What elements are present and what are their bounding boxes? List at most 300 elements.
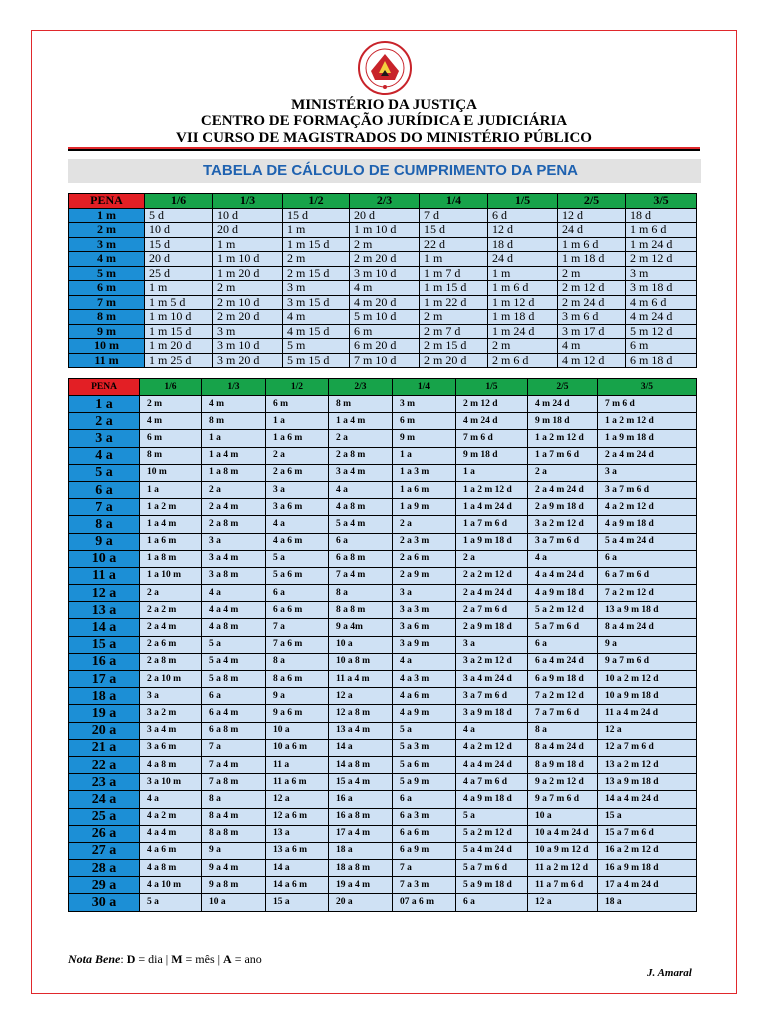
row-label: 3 a [69,430,140,447]
table-cell: 5 a 9 m [393,774,456,791]
row-label: 30 a [69,894,140,911]
table-row [69,533,697,550]
table-cell: 3 a 7 m 6 d [598,481,697,498]
row-label: 18 a [69,688,140,705]
table-cell: 1 m [488,266,558,281]
table-cell: 6 a [393,791,456,808]
table-cell: 7 a 2 m 12 d [528,688,598,705]
table-row [69,653,697,670]
table-cell: 4 a 6 m [140,842,202,859]
row-label: 22 a [69,756,140,773]
table-cell: 7 m 6 d [456,430,528,447]
table-cell: 1 a [202,430,266,447]
table-cell: 6 a [266,585,329,602]
table-cell: 4 a [456,722,528,739]
table-cell: 4 a 4 m [202,602,266,619]
header-fraction: 1/4 [393,379,456,396]
table-cell: 2 a 4 m 24 d [598,447,697,464]
table-cell: 3 a 7 m 6 d [456,688,528,705]
table-row [69,281,697,296]
table-cell: 4 m 20 d [350,295,420,310]
table-cell: 20 d [350,208,420,223]
table-cell: 7 m 10 d [350,353,420,368]
table-cell: 15 d [283,208,350,223]
table-cell: 3 m 17 d [558,324,626,339]
table-row [69,808,697,825]
table-cell: 1 m 15 d [420,281,488,296]
table-cell: 9 m 18 d [528,413,598,430]
table-cell: 18 a [598,894,697,911]
table-cell: 5 m 15 d [283,353,350,368]
header-fraction: 1/4 [420,194,488,209]
table-cell: 1 m 18 d [488,310,558,325]
years-table [68,378,697,912]
table-cell: 20 d [145,252,213,267]
header-fraction: 3/5 [598,379,697,396]
table-cell: 3 m [626,266,697,281]
table-cell: 6 m 18 d [626,353,697,368]
table-cell: 1 a 4 m [329,413,393,430]
table-cell: 8 a 4 m 24 d [598,619,697,636]
table-row [69,447,697,464]
table-row [69,550,697,567]
table-cell: 25 d [145,266,213,281]
table-row [69,396,697,413]
header-fraction: 1/3 [213,194,283,209]
table-cell: 6 m [626,339,697,354]
table-cell: 1 a 2 m 12 d [456,481,528,498]
table-cell: 7 a 8 m [202,774,266,791]
table-cell: 13 a 9 m 18 d [598,774,697,791]
table-cell: 3 a 4 m [329,464,393,481]
table-row [69,671,697,688]
row-label: 7 a [69,499,140,516]
table-cell: 4 a 4 m 24 d [456,756,528,773]
row-label: 15 a [69,636,140,653]
table-cell: 16 a 9 m 18 d [598,860,697,877]
table-row [69,636,697,653]
table-cell: 8 a 8 m [202,825,266,842]
table-cell: 3 m [283,281,350,296]
table-cell: 18 d [488,237,558,252]
table-cell: 6 a 4 m 24 d [528,653,598,670]
table-cell: 6 m [266,396,329,413]
table-row [69,339,697,354]
table-cell: 5 a [140,894,202,911]
table-row [69,310,697,325]
table-cell: 1 m [283,223,350,238]
table-cell: 18 d [626,208,697,223]
table-cell: 6 m [140,430,202,447]
table-cell: 7 a 6 m [266,636,329,653]
table-cell: 2 m [350,237,420,252]
table-row [69,499,697,516]
table-cell: 2 m 12 d [456,396,528,413]
row-label: 1 a [69,396,140,413]
table-cell: 4 m 15 d [283,324,350,339]
row-label: 16 a [69,653,140,670]
table-cell: 1 m 10 d [145,310,213,325]
table-cell: 6 a 8 m [329,550,393,567]
table-cell: 4 m 24 d [456,413,528,430]
months-table [68,193,697,368]
table-cell: 4 a 9 m 18 d [528,585,598,602]
table-cell: 07 a 6 m [393,894,456,911]
table-cell: 2 m [283,252,350,267]
table-cell: 2 a 8 m [202,516,266,533]
table-cell: 1 a 4 m [140,516,202,533]
table-cell: 13 a 4 m [329,722,393,739]
table-cell: 4 a [528,550,598,567]
row-label: 23 a [69,774,140,791]
table-cell: 17 a 4 m 24 d [598,877,697,894]
table-row [69,619,697,636]
table-cell: 5 a 7 m 6 d [456,860,528,877]
table-cell: 1 a [140,481,202,498]
row-label: 1 m [69,208,145,223]
table-cell: 3 a 8 m [202,567,266,584]
header-fraction: 3/5 [626,194,697,209]
table-cell: 1 a 6 m [140,533,202,550]
table-cell: 13 a 6 m [266,842,329,859]
table-cell: 1 a 7 m 6 d [456,516,528,533]
table-row [69,208,697,223]
table-cell: 7 a 4 m [202,756,266,773]
table-cell: 4 m [558,339,626,354]
table-cell: 10 a [202,894,266,911]
table-cell: 6 a [456,894,528,911]
table-cell: 9 a 7 m 6 d [598,653,697,670]
row-label: 17 a [69,671,140,688]
table-cell: 5 a 2 m 12 d [528,602,598,619]
table-cell: 4 m 12 d [558,353,626,368]
table-cell: 6 a 9 m 18 d [528,671,598,688]
table-cell: 4 a 3 m [393,671,456,688]
table-cell: 14 a 8 m [329,756,393,773]
table-cell: 1 m 10 d [213,252,283,267]
row-label: 13 a [69,602,140,619]
row-label: 28 a [69,860,140,877]
table-cell: 3 a 4 m [202,550,266,567]
table-row [69,413,697,430]
table-cell: 1 a 9 m [393,499,456,516]
table-cell: 5 d [145,208,213,223]
table-cell: 11 a 4 m 24 d [598,705,697,722]
table-cell: 6 a 6 m [393,825,456,842]
d-value: = dia | [135,952,172,966]
table-cell: 3 m 15 d [283,295,350,310]
header-fraction: 1/5 [456,379,528,396]
table-cell: 8 a 8 m [329,602,393,619]
table-cell: 8 m [202,413,266,430]
table-cell: 16 a 8 m [329,808,393,825]
table-cell: 1 m 24 d [626,237,697,252]
center-heading: CENTRO DE FORMAÇÃO JURÍDICA E JUDICIÁRIA [200,113,568,129]
table-row [69,860,697,877]
table-cell: 7 a 3 m [393,877,456,894]
table-cell: 8 m [140,447,202,464]
table-cell: 4 m [202,396,266,413]
table-cell: 9 m 18 d [456,447,528,464]
table-cell: 3 m [213,324,283,339]
table-cell: 1 m 10 d [350,223,420,238]
table-cell: 15 a [266,894,329,911]
table-cell: 6 d [488,208,558,223]
table-cell: 2 a 6 m [266,464,329,481]
table-cell: 1 a 8 m [202,464,266,481]
table-cell: 2 a 8 m [140,653,202,670]
table-cell: 1 m 22 d [420,295,488,310]
table-cell: 2 m [488,339,558,354]
table-cell: 6 a [528,636,598,653]
header-pena: PENA [69,194,145,209]
table-row [69,602,697,619]
table-cell: 1 m 12 d [488,295,558,310]
table-cell: 15 d [420,223,488,238]
table-cell: 2 a 4 m [202,499,266,516]
table-cell: 1 m 15 d [283,237,350,252]
table-cell: 5 a 9 m 18 d [456,877,528,894]
table-row [69,252,697,267]
table-cell: 9 a 7 m 6 d [528,791,598,808]
table-cell: 8 a 4 m 24 d [528,739,598,756]
table-cell: 15 a [598,808,697,825]
table-cell: 12 a 7 m 6 d [598,739,697,756]
table-cell: 3 a 6 m [393,619,456,636]
table-cell: 16 a 2 m 12 d [598,842,697,859]
table-cell: 2 a 4 m 24 d [528,481,598,498]
table-cell: 10 d [145,223,213,238]
table-cell: 2 a [202,481,266,498]
table-cell: 2 a 8 m [329,447,393,464]
table-cell: 10 d [213,208,283,223]
table-cell: 3 m 18 d [626,281,697,296]
table-cell: 2 a 9 m 18 d [456,619,528,636]
table-row [69,791,697,808]
table-cell: 1 a [393,447,456,464]
row-label: 3 m [69,237,145,252]
table-cell: 24 d [488,252,558,267]
table-cell: 4 a 2 m 12 d [456,739,528,756]
table-row [69,516,697,533]
table-cell: 8 a 4 m [202,808,266,825]
table-cell: 4 a 4 m [140,825,202,842]
table-cell: 1 a [456,464,528,481]
table-cell: 9 m [393,430,456,447]
table-cell: 1 a 2 m 12 d [528,430,598,447]
table-cell: 19 a 4 m [329,877,393,894]
table-cell: 11 a 7 m 6 d [528,877,598,894]
table-cell: 2 a 4 m 24 d [456,585,528,602]
table-row [69,266,697,281]
table-cell: 9 a [266,688,329,705]
table-cell: 4 a 2 m 12 d [598,499,697,516]
row-label: 6 m [69,281,145,296]
table-cell: 4 a 8 m [329,499,393,516]
table-cell: 2 m 7 d [420,324,488,339]
table-cell: 9 a [202,842,266,859]
table-cell: 4 m 24 d [626,310,697,325]
table-cell: 10 a 9 m 12 d [528,842,598,859]
table-cell: 12 a [266,791,329,808]
table-cell: 2 a [456,550,528,567]
table-cell: 12 a [598,722,697,739]
table-cell: 1 m 18 d [558,252,626,267]
table-cell: 6 a 6 m [266,602,329,619]
ministry-heading: MINISTÉRIO DA JUSTIÇA [291,97,477,113]
table-cell: 1 a 3 m [393,464,456,481]
table-cell: 1 a 9 m 18 d [456,533,528,550]
table-cell: 5 a 4 m [329,516,393,533]
table-cell: 15 a 7 m 6 d [598,825,697,842]
table-cell: 7 a [266,619,329,636]
table-cell: 6 a 7 m 6 d [598,567,697,584]
row-label: 19 a [69,705,140,722]
table-cell: 3 m 10 d [213,339,283,354]
table-cell: 13 a 9 m 18 d [598,602,697,619]
table-cell: 4 a [140,791,202,808]
table-cell: 1 a 7 m 6 d [528,447,598,464]
table-cell: 2 a 10 m [140,671,202,688]
table-row [69,585,697,602]
table-cell: 1 m [145,281,213,296]
table-cell: 1 a 4 m 24 d [456,499,528,516]
header-fraction: 1/2 [266,379,329,396]
table-cell: 2 m 12 d [626,252,697,267]
table-cell: 18 a [329,842,393,859]
table-row [69,295,697,310]
table-cell: 13 a [266,825,329,842]
table-cell: 1 a 2 m [140,499,202,516]
table-row [69,756,697,773]
note-colon: : [120,952,127,966]
header-fraction: 1/6 [140,379,202,396]
table-cell: 4 a 6 m [393,688,456,705]
table-cell: 6 m [350,324,420,339]
note-label: Nota Bene [68,952,121,966]
table-cell: 12 a [329,688,393,705]
header-fraction: 1/6 [145,194,213,209]
table-cell: 5 a 6 m [266,567,329,584]
table-row [69,688,697,705]
table-cell: 1 m 15 d [145,324,213,339]
table-row [69,223,697,238]
table-cell: 1 a 6 m [266,430,329,447]
table-cell: 2 a 2 m [140,602,202,619]
table-cell: 3 a 7 m 6 d [528,533,598,550]
table-row [69,705,697,722]
table-cell: 2 a 6 m [140,636,202,653]
table-row [69,237,697,252]
table-cell: 7 a 4 m [329,567,393,584]
table-cell: 3 m 6 d [558,310,626,325]
a-key: A [223,952,232,966]
table-cell: 22 d [420,237,488,252]
table-cell: 6 a 8 m [202,722,266,739]
table-cell: 20 d [213,223,283,238]
table-cell: 20 a [329,894,393,911]
table-row [69,353,697,368]
course-heading: VII CURSO DE MAGISTRADOS DO MINISTÉRIO PÚBLICO [176,130,592,146]
table-cell: 7 a 2 m 12 d [598,585,697,602]
table-cell: 4 m [140,413,202,430]
table-cell: 2 m 15 d [420,339,488,354]
table-cell: 4 m 24 d [528,396,598,413]
table-cell: 8 a [202,791,266,808]
table-cell: 7 d [420,208,488,223]
table-row [69,739,697,756]
table-cell: 5 a 4 m [202,653,266,670]
table-cell: 1 m 6 d [488,281,558,296]
table-cell: 9 a 4 m [202,860,266,877]
table-cell: 14 a [266,860,329,877]
header-fraction: 2/5 [528,379,598,396]
table-cell: 6 m [393,413,456,430]
table-cell: 2 a 9 m [393,567,456,584]
table-cell: 6 a 9 m [393,842,456,859]
table-cell: 3 a 9 m 18 d [456,705,528,722]
table-cell: 12 a [528,894,598,911]
coat-of-arms-seal-icon [357,40,413,96]
table-cell: 3 a 3 m [393,602,456,619]
table-cell: 3 a 2 m 12 d [456,653,528,670]
table-cell: 4 a 9 m 18 d [456,791,528,808]
table-cell: 12 a 8 m [329,705,393,722]
table-cell: 3 a [456,636,528,653]
row-label: 26 a [69,825,140,842]
table-cell: 4 m [350,281,420,296]
table-cell: 8 m [329,396,393,413]
table-cell: 3 a 6 m [266,499,329,516]
table-cell: 4 a [393,653,456,670]
table-cell: 2 a [140,585,202,602]
table-cell: 2 m 20 d [420,353,488,368]
table-cell: 2 m 20 d [213,310,283,325]
table-cell: 13 a 2 m 12 d [598,756,697,773]
table-cell: 9 a 8 m [202,877,266,894]
table-cell: 3 m 10 d [350,266,420,281]
table-cell: 2 m [213,281,283,296]
row-label: 11 a [69,567,140,584]
table-cell: 1 m 5 d [145,295,213,310]
row-label: 6 a [69,481,140,498]
table-header-row [69,194,697,209]
table-cell: 10 a 9 m 18 d [598,688,697,705]
table-cell: 2 m [420,310,488,325]
table-cell: 3 a [140,688,202,705]
table-cell: 5 m 10 d [350,310,420,325]
header-fraction: 1/5 [488,194,558,209]
table-cell: 3 a [202,533,266,550]
table-cell: 8 a 9 m 18 d [528,756,598,773]
header-fraction: 2/3 [350,194,420,209]
table-cell: 8 a [528,722,598,739]
table-cell: 6 a 4 m [202,705,266,722]
row-label: 29 a [69,877,140,894]
row-label: 27 a [69,842,140,859]
table-cell: 3 a 2 m [140,705,202,722]
table-cell: 4 a 8 m [202,619,266,636]
table-row [69,722,697,739]
table-cell: 14 a 4 m 24 d [598,791,697,808]
table-cell: 7 a 7 m 6 d [528,705,598,722]
table-header-row [69,379,697,396]
table-cell: 1 m 6 d [626,223,697,238]
m-key: M [171,952,183,966]
row-label: 12 a [69,585,140,602]
table-cell: 2 m 10 d [213,295,283,310]
table-cell: 17 a 4 m [329,825,393,842]
